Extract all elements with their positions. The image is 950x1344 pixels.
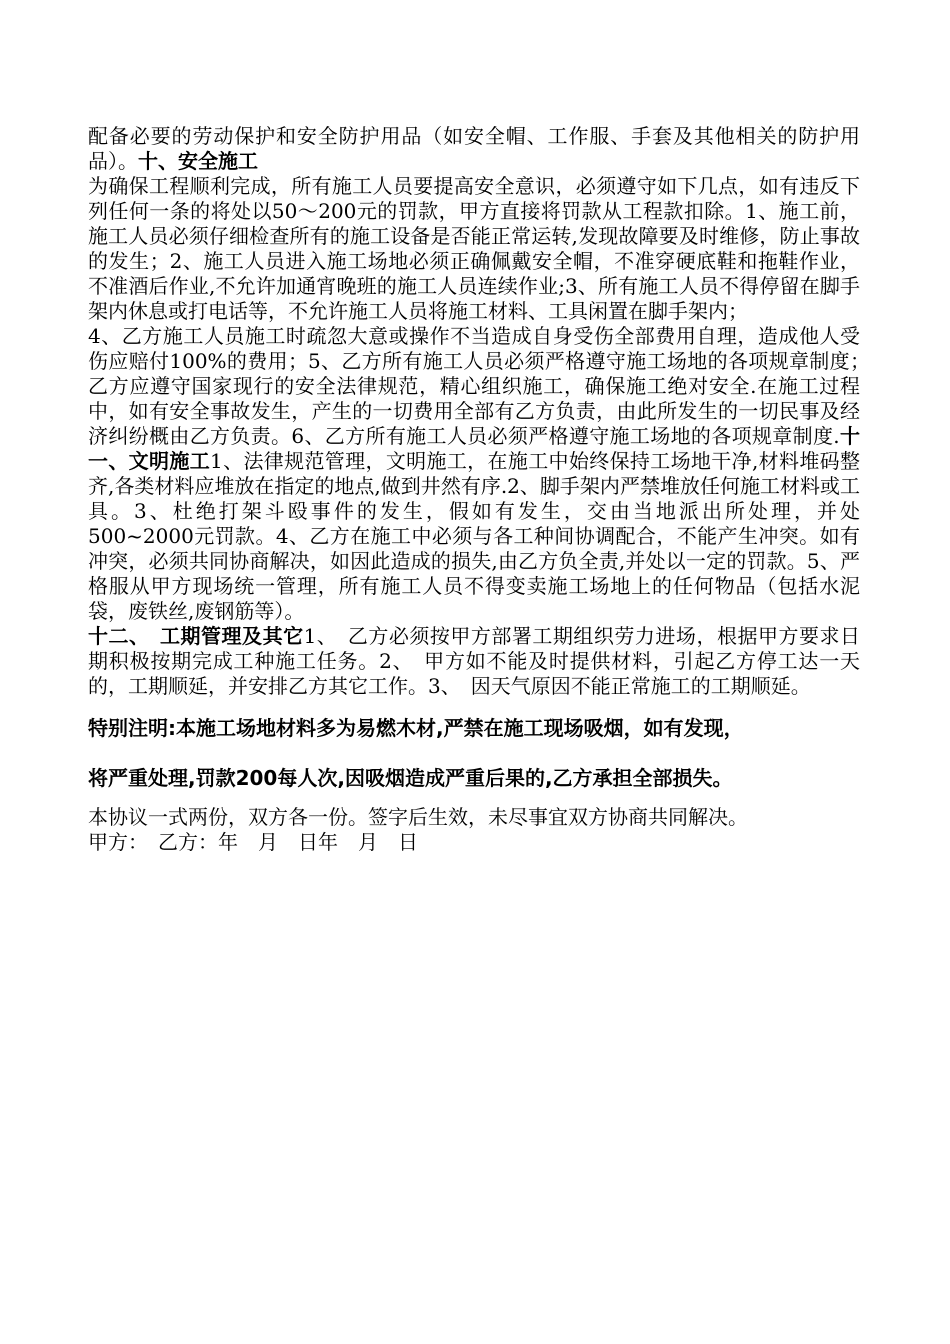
- document-body: [88, 124, 880, 855]
- paragraph-text: 4、乙方施工人员施工时疏忽大意或操作不当造成自身受伤全部费用自理，造成他人受伤应赔付100%的费用；5、乙方所有施工人员必须严格遵守施工场地的各项规章制度； 乙方应遵守国家现行的安全法律规范，精心组织施工，确保施工绝对安全.在施工过程中，如有安全事故发生，产生的一切费用全部有乙方负责，由此所发生的一切民事及经济纠纷概由乙方负责。6、乙方所有施工人员必须严格遵守施工场地的各项规章制度.: [88, 324, 880, 448]
- special-note-line-1: 特别注明:本施工场地材料多为易燃木材,严禁在施工现场吸烟，如有发现，: [88, 716, 744, 740]
- signature-line: 甲方： 乙方：年 月 日年 月 日: [88, 830, 418, 854]
- special-note-line-2: 将严重处理,罚款200每人次,因吸烟造成严重后果的,乙方承担全部损失。: [88, 766, 733, 790]
- paragraph-schedule: [88, 624, 860, 699]
- section-heading-11: 十一、文明施工: [88, 424, 860, 473]
- special-note: [88, 703, 860, 803]
- closing-statement: 本协议一式两份，双方各一份。签字后生效，未尽事宜双方协商共同解决。: [88, 805, 748, 829]
- section-heading-12: 十二、 工期管理及其它: [88, 624, 304, 648]
- paragraph-safety-responsibility: [88, 324, 880, 624]
- paragraph-text: 1、 乙方必须按甲方部署工期组织劳力进场，根据甲方要求日期积极按期完成工种施工任务。2、 甲方如不能及时提供材料，引起乙方停工达一天的，工期顺延，并安排乙方其它工作。3、 因天气原因不能正常施工的工期顺延。: [88, 624, 860, 698]
- section-heading-10: 十、安全施工: [138, 149, 258, 173]
- paragraph-protection: [88, 124, 860, 174]
- paragraph-text: 1、法律规范管理，文明施工，在施工中始终保持工场地干净,材料堆码整齐,各类材料应堆放在指定的地点,做到井然有序.2、脚手架内严禁堆放任何施工材料或工具。3、杜绝打架斗殴事件的发生，假如有发生，交由当地派出所处理，并处500~2000元罚款。4、乙方在施工中必须与各工种间协调配合，不能产生冲突。如有冲突，必须共同协商解决，如因此造成的损失,由乙方负全责,并处以一定的罚款。5、严格服从甲方现场统一管理，所有施工人员不得变卖施工场地上的任何物品（包括水泥袋，废铁丝,废钢筋等）。: [88, 449, 860, 623]
- paragraph-text: 配备必要的劳动保护和安全防护用品（如安全帽、工作服、手套及其他相关的防护用品）。: [88, 124, 860, 173]
- paragraph-safety-rules: 为确保工程顺利完成，所有施工人员要提高安全意识，必须遵守如下几点，如有违反下列任何一条的将处以50～200元的罚款，甲方直接将罚款从工程款扣除。1、施工前，施工人员必须仔细检查所有的施工设备是否能正常运转,发现故障要及时维修，防止事故的发生；2、施工人员进入施工场地必须正确佩戴安全帽，不准穿硬底鞋和拖鞋作业，不准酒后作业,不允许加通宵晚班的施工人员连续作业;3、所有施工人员不得停留在脚手架内休息或打电话等，不允许施工人员将施工材料、工具闲置在脚手架内；: [88, 174, 860, 323]
